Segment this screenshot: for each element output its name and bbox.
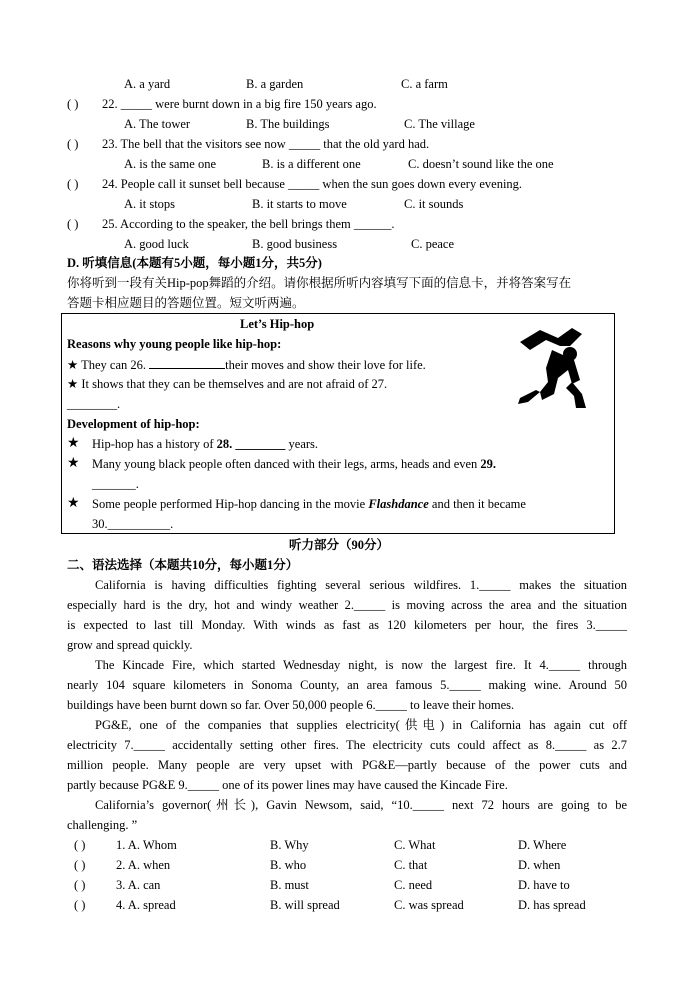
hip-hop-dancer-icon (512, 320, 602, 412)
q22-option-c: C. The village (404, 117, 475, 131)
q22-stem: 22. _____ were burnt down in a big fire 150 years ago. (102, 97, 377, 111)
choice-2-d: D. when (518, 858, 561, 872)
choice-4-d: D. has spread (518, 898, 586, 912)
passage-line: challenging. ” (67, 818, 138, 832)
passage-line: million people. Many people are very upset with PG&E—partly because of the power cuts and (67, 758, 627, 772)
choice-4-paren[interactable]: ( ) (74, 898, 86, 912)
info-card-title: Let’s Hip-hop (240, 317, 315, 331)
passage-line: grow and spread quickly. (67, 638, 193, 652)
choice-4-b: B. will spread (270, 898, 340, 912)
blank-29[interactable]: _______. (92, 477, 139, 491)
dev-29-number: 29. (480, 457, 497, 471)
q25-option-c: C. peace (411, 237, 455, 251)
passage-line: The Kincade Fire, which started Wednesday night, is now the largest fire. It 4._____ through (95, 658, 627, 672)
reason-26-suffix: their moves and show their love for life. (225, 358, 426, 372)
q25-stem: 25. According to the speaker, the bell brings them ______. (102, 217, 395, 231)
passage-line: PG&E, one of the companies that supplies electricity(供电) in California has again cut off (95, 718, 627, 732)
q23-stem: 23. The bell that the visitors see now _____ that the old yard had. (102, 137, 430, 151)
q24-answer-paren[interactable]: ( ) (67, 177, 79, 191)
choice-4-a: 4. A. spread (116, 898, 176, 912)
q22-option-a: A. The tower (124, 117, 191, 131)
blank-28[interactable]: 28. ________ (216, 437, 286, 451)
development-29 (92, 456, 496, 472)
reason-27: ★ It shows that they can be themselves and are not afraid of 27. (67, 377, 388, 391)
choice-3-d: D. have to (518, 878, 570, 892)
movie-title: Flashdance (368, 497, 429, 511)
q22-option-b: B. The buildings (246, 117, 330, 131)
choice-3-b: B. must (270, 878, 309, 892)
choice-1-c: C. What (394, 838, 436, 852)
choice-1-d: D. Where (518, 838, 567, 852)
development-30 (92, 496, 526, 512)
choice-3-paren[interactable]: ( ) (74, 878, 86, 892)
part-title: 听力部分（90分） (289, 538, 390, 552)
dev-28-suffix: years. (285, 437, 319, 451)
q24-option-b: B. it starts to move (252, 197, 347, 211)
passage-line: nearly 104 square kilometers in Sonoma County, an area famous 5._____ making wine. Around 50 (67, 678, 627, 692)
dev-30-prefix: Some people performed Hip-hop dancing in the movie (92, 497, 369, 511)
passage-line: is expected to last till Monday. With winds as fast as 120 kilometers per hour, the fires 3._____ (67, 618, 627, 632)
reasons-heading: Reasons why young people like hip-hop: (67, 337, 282, 351)
dev-30-suffix: and then it became (428, 497, 526, 511)
star-icon: ★ (67, 496, 80, 511)
q21-option-c: C. a farm (401, 77, 448, 91)
choice-2-b: B. who (270, 858, 307, 872)
passage-line: California’s governor(州长), Gavin Newsom, said, “10._____ next 72 hours are going to be (95, 798, 627, 812)
q25-option-a: A. good luck (124, 237, 189, 251)
development-heading: Development of hip-hop: (67, 417, 200, 431)
dev-28-prefix: Hip-hop has a history of (92, 437, 217, 451)
choice-1-paren[interactable]: ( ) (74, 838, 86, 852)
star-icon: ★ (67, 436, 80, 451)
development-28 (92, 436, 318, 452)
section-d-instruction-1: 你将听到一段有关Hip-pop舞蹈的介绍。请你根据所听内容填写下面的信息卡，并将答案写在 (67, 276, 572, 290)
blank-27[interactable]: ________. (67, 397, 121, 411)
section-d-instruction-2: 答题卡相应题目的答题位置。短文听两遍。 (67, 296, 305, 310)
dev-29-text: Many young black people often danced with their legs, arms, heads and even (92, 457, 478, 471)
q25-answer-paren[interactable]: ( ) (67, 217, 79, 231)
q21-option-a: A. a yard (124, 77, 171, 91)
blank-30[interactable]: 30.__________. (92, 517, 174, 531)
q25-option-b: B. good business (252, 237, 338, 251)
choice-3-c: C. need (394, 878, 433, 892)
blank-26[interactable] (149, 356, 225, 369)
reason-26-prefix: ★ They can 26. (67, 358, 150, 372)
choice-3-a: 3. A. can (116, 878, 161, 892)
q21-option-b: B. a garden (246, 77, 304, 91)
passage-line: California is having difficulties fighting several serious wildfires. 1._____ makes the situation (95, 578, 627, 592)
choice-4-c: C. was spread (394, 898, 464, 912)
passage-line: especially hard is the dry, hot and windy weather 2._____ is moving across the area and the situation (67, 598, 627, 612)
passage-line: buildings have been burnt down so far. Over 50,000 people 6._____ to leave their homes. (67, 698, 515, 712)
reason-26 (67, 356, 426, 373)
choice-2-c: C. that (394, 858, 428, 872)
q22-answer-paren[interactable]: ( ) (67, 97, 79, 111)
star-icon: ★ (67, 456, 80, 471)
q24-option-a: A. it stops (124, 197, 176, 211)
passage-line: partly because PG&E 9._____ one of its power lines may have caused the Kincade Fire. (67, 778, 508, 792)
q23-option-c: C. doesn’t sound like the one (408, 157, 554, 171)
q23-option-a: A. is the same one (124, 157, 216, 171)
choice-1-b: B. Why (270, 838, 309, 852)
q24-stem: 24. People call it sunset bell because _____ when the sun goes down every evening. (102, 177, 523, 191)
grammar-heading: 二、语法选择（本题共10分，每小题1分） (67, 558, 299, 572)
q23-option-b: B. is a different one (262, 157, 361, 171)
choice-2-paren[interactable]: ( ) (74, 858, 86, 872)
q23-answer-paren[interactable]: ( ) (67, 137, 79, 151)
passage-line: electricity 7._____ accidentally setting other fires. The electricity cuts could affect as 8._____ as 2.7 (67, 738, 627, 752)
q24-option-c: C. it sounds (404, 197, 464, 211)
choice-1-a: 1. A. Whom (116, 838, 177, 852)
choice-2-a: 2. A. when (116, 858, 171, 872)
section-d-heading: D. 听填信息(本题有5小题，每小题1分，共5分) (67, 256, 322, 270)
